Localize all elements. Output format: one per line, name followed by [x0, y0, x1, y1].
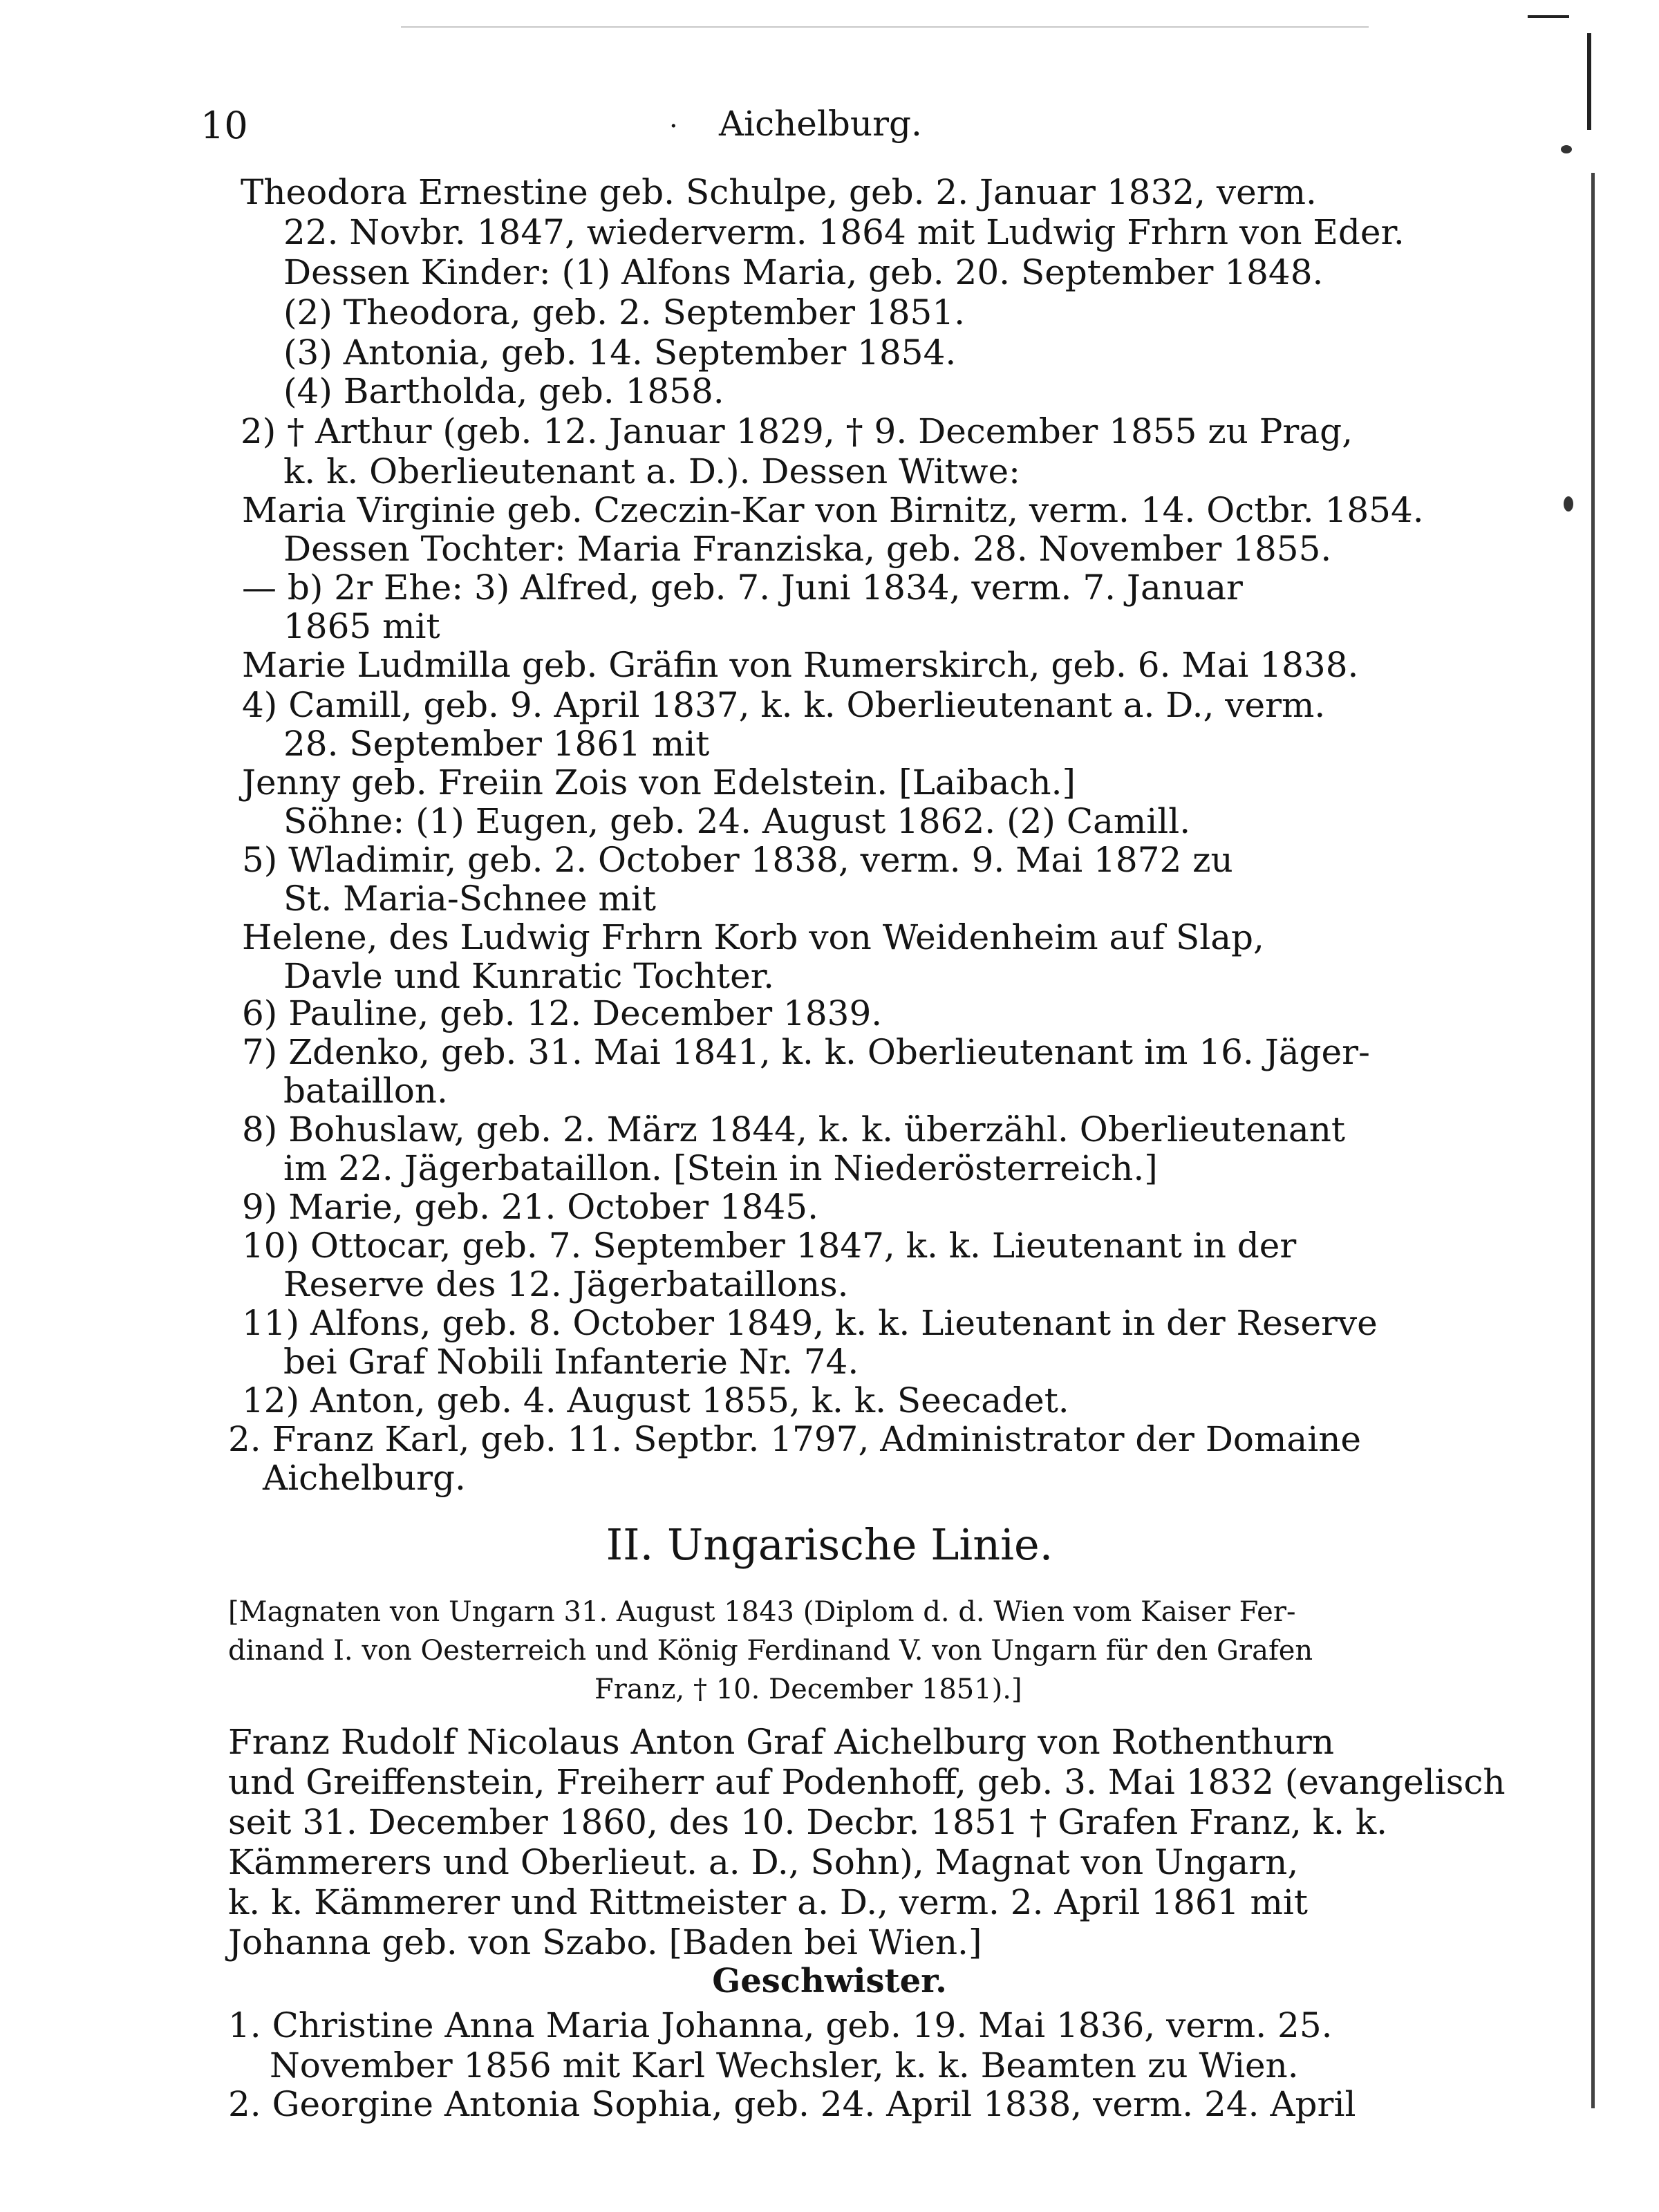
entry-line: (4) Bartholda, geb. 1858. [283, 371, 724, 411]
page-number: 10 [200, 104, 248, 147]
entry-line: Jenny geb. Freiin Zois von Edelstein. [Laibach.] [242, 762, 1076, 803]
entry-line: bataillon. [283, 1071, 448, 1111]
sibling-line: November 1856 mit Karl Wechsler, k. k. Beamten zu Wien. [270, 2045, 1299, 2086]
head-entry-line: und Greiffenstein, Freiherr auf Podenhoff, geb. 3. Mai 1832 (evangelisch [228, 1762, 1506, 1802]
entry-line: Dessen Kinder: (1) Alfons Maria, geb. 20. September 1848. [283, 252, 1324, 292]
section-note-line: Franz, † 10. December 1851).] [594, 1674, 1022, 1705]
entry-line: 4) Camill, geb. 9. April 1837, k. k. Oberlieutenant a. D., verm. [242, 685, 1326, 725]
scan-edge-line [1591, 173, 1595, 2108]
entry-line: bei Graf Nobili Infanterie Nr. 74. [283, 1342, 859, 1382]
section-heading: II. Ungarische Linie. [606, 1519, 1053, 1570]
entry-line: 7) Zdenko, geb. 31. Mai 1841, k. k. Oberlieutenant im 16. Jäger- [242, 1032, 1370, 1072]
scan-edge-line [1587, 33, 1591, 130]
scan-edge-mark [1528, 15, 1569, 18]
entry-line: Maria Virginie geb. Czeczin-Kar von Birnitz, verm. 14. Octbr. 1854. [242, 490, 1424, 530]
entry-line: (3) Antonia, geb. 14. September 1854. [283, 332, 957, 373]
head-entry-line: Johanna geb. von Szabo. [Baden bei Wien.] [228, 1922, 982, 1962]
head-entry-line: Kämmerers und Oberlieut. a. D., Sohn), Magnat von Ungarn, [228, 1842, 1299, 1882]
entry-line: St. Maria-Schnee mit [283, 879, 656, 919]
section-note-line: [Magnaten von Ungarn 31. August 1843 (Diplom d. d. Wien vom Kaiser Fer- [228, 1596, 1296, 1628]
header-dot: · [669, 111, 678, 142]
entry-line: k. k. Oberlieutenant a. D.). Dessen Witwe: [283, 451, 1020, 491]
entry-line: Theodora Ernestine geb. Schulpe, geb. 2. Januar 1832, verm. [241, 172, 1317, 212]
entry-line: 5) Wladimir, geb. 2. October 1838, verm. 9. Mai 1872 zu [242, 840, 1233, 880]
scan-speck [1564, 496, 1573, 512]
entry-line: 11) Alfons, geb. 8. October 1849, k. k. Lieutenant in der Reserve [242, 1303, 1378, 1343]
entry-line: 8) Bohuslaw, geb. 2. März 1844, k. k. überzähl. Oberlieutenant [242, 1109, 1345, 1150]
entry-line: Davle und Kunratic Tochter. [283, 956, 775, 996]
entry-line: Söhne: (1) Eugen, geb. 24. August 1862. (2) Camill. [283, 801, 1191, 841]
entry-line: 10) Ottocar, geb. 7. September 1847, k. k. Lieutenant in der [242, 1226, 1297, 1266]
entry-line: (2) Theodora, geb. 2. September 1851. [283, 292, 966, 332]
entry-line: Reserve des 12. Jägerbataillons. [283, 1264, 849, 1304]
running-title: Aichelburg. [719, 104, 922, 144]
entry-line: 6) Pauline, geb. 12. December 1839. [242, 993, 883, 1033]
entry-line: 22. Novbr. 1847, wiederverm. 1864 mit Ludwig Frhrn von Eder. [283, 212, 1405, 252]
entry-line: Aichelburg. [263, 1458, 466, 1498]
entry-line: — b) 2r Ehe: 3) Alfred, geb. 7. Juni 1834, verm. 7. Januar [242, 568, 1243, 608]
entry-line: Dessen Tochter: Maria Franziska, geb. 28. November 1855. [283, 529, 1332, 569]
head-entry-line: seit 31. December 1860, des 10. Decbr. 1851 † Grafen Franz, k. k. [228, 1802, 1388, 1842]
entry-line: im 22. Jägerbataillon. [Stein in Niederösterreich.] [283, 1148, 1158, 1188]
entry-line: Marie Ludmilla geb. Gräfin von Rumerskirch, geb. 6. Mai 1838. [242, 645, 1359, 685]
entry-line: 2. Franz Karl, geb. 11. Septbr. 1797, Administrator der Domaine [228, 1419, 1362, 1459]
sibling-line: 2. Georgine Antonia Sophia, geb. 24. April 1838, verm. 24. April [228, 2084, 1356, 2124]
head-entry-line: Franz Rudolf Nicolaus Anton Graf Aichelburg von Rothenthurn [228, 1722, 1335, 1762]
entry-line: 28. September 1861 mit [283, 724, 710, 764]
entry-line: 2) † Arthur (geb. 12. Januar 1829, † 9. December 1855 zu Prag, [241, 411, 1353, 451]
entry-line: 1865 mit [283, 606, 440, 646]
scan-speck [1561, 145, 1572, 153]
entry-line: Helene, des Ludwig Frhrn Korb von Weidenheim auf Slap, [242, 917, 1264, 957]
siblings-heading: Geschwister. [712, 1962, 947, 2000]
entry-line: 9) Marie, geb. 21. October 1845. [242, 1187, 819, 1227]
section-note-line: dinand I. von Oesterreich und König Ferdinand V. von Ungarn für den Grafen [228, 1635, 1313, 1667]
head-entry-line: k. k. Kämmerer und Rittmeister a. D., verm. 2. April 1861 mit [228, 1882, 1308, 1922]
entry-line: 12) Anton, geb. 4. August 1855, k. k. Seecadet. [242, 1380, 1069, 1421]
sibling-line: 1. Christine Anna Maria Johanna, geb. 19. Mai 1836, verm. 25. [228, 2005, 1333, 2045]
scan-top-dots [401, 26, 1369, 28]
